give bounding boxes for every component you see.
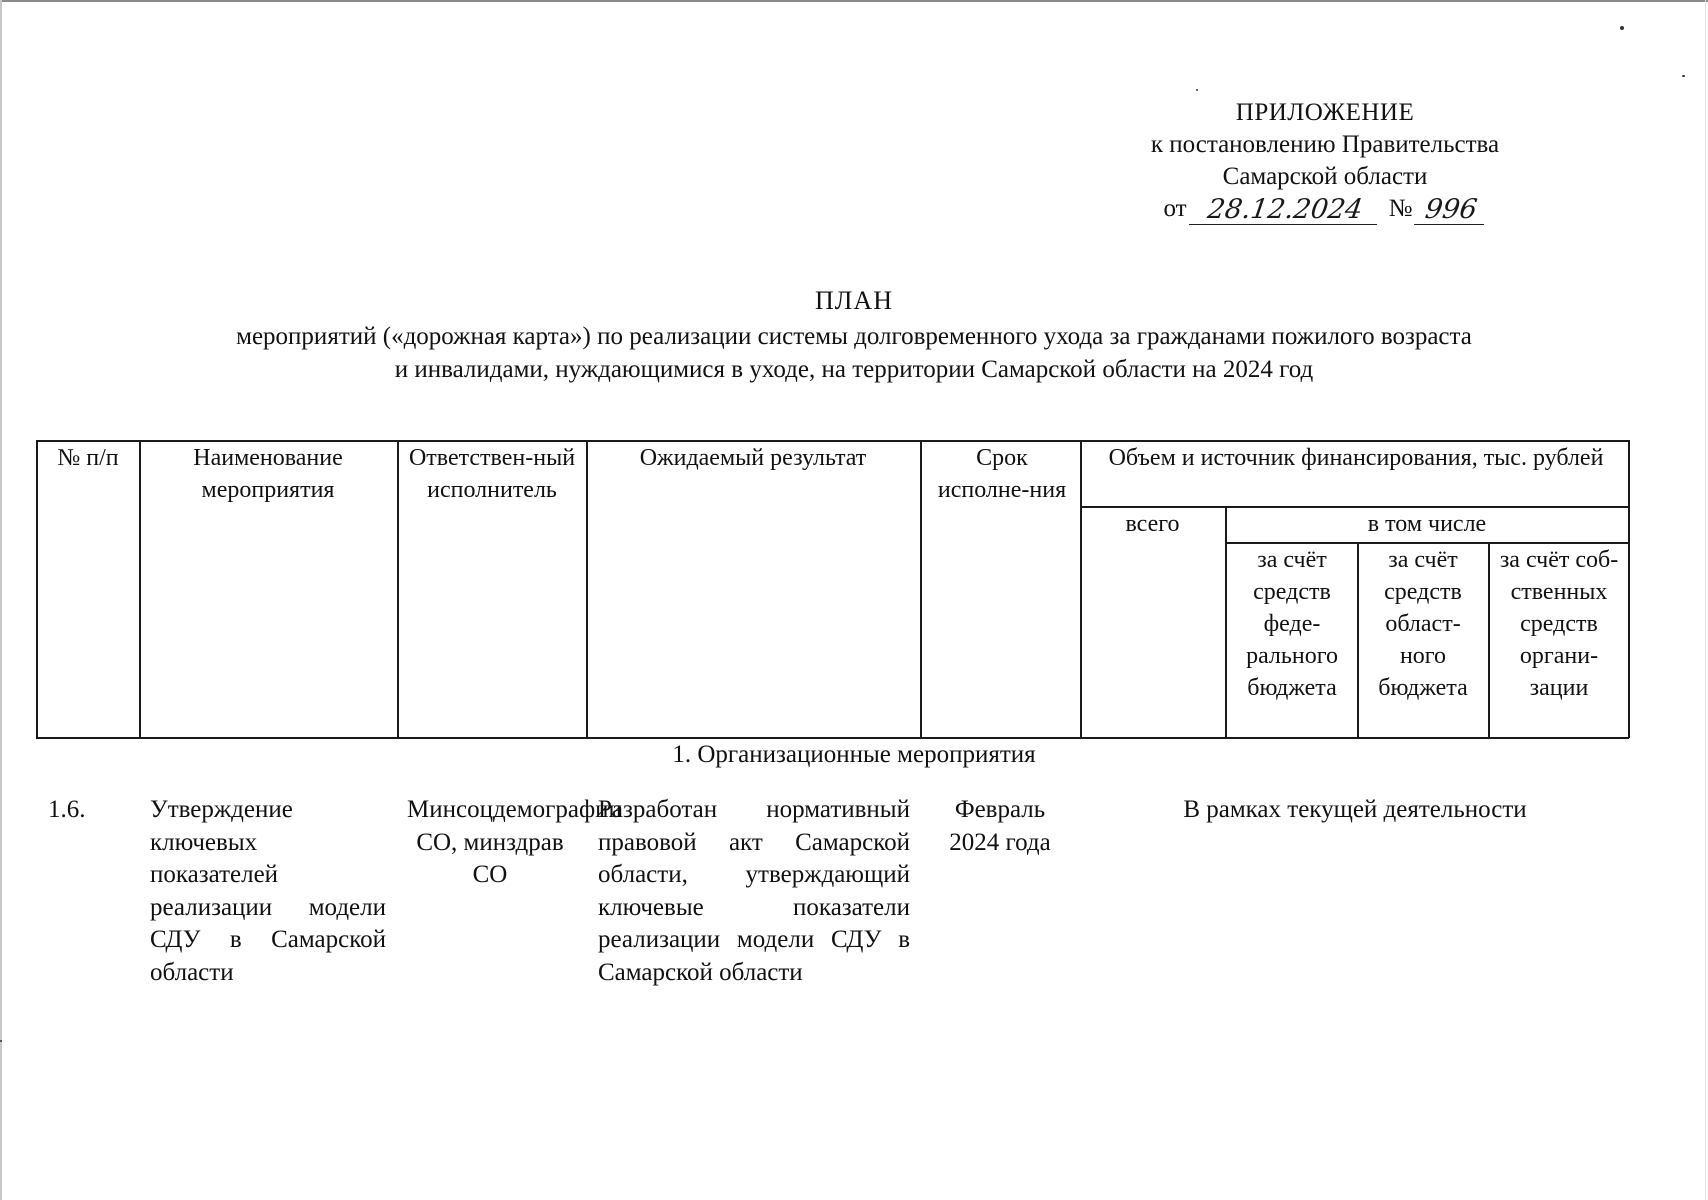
handwritten-number: 996: [1414, 196, 1488, 225]
header-federal: за счёт средств феде-рального бюджета: [1246, 547, 1338, 701]
scan-speck: [1196, 89, 1198, 91]
number-sign: №: [1388, 195, 1413, 222]
header-deadline: Срок исполне-ния: [937, 445, 1067, 503]
table-col-rule: [1225, 506, 1227, 738]
appendix-block: [1075, 97, 1575, 225]
plan-subtitle-line2: и инвалидами, нуждающимися в уходе, на территории Самарской области на 2024 год: [394, 356, 1314, 383]
scan-speck: [0, 1040, 2, 1042]
header-num: № п/п: [57, 445, 119, 471]
date-prefix: от: [1163, 195, 1187, 222]
header-name: Наименование мероприятия: [193, 445, 343, 503]
header-total: всего: [1125, 511, 1180, 537]
row-deadline: Февраль 2024 года: [949, 796, 1051, 856]
scan-speck: [1620, 26, 1624, 30]
plan-subtitle: [120, 320, 1588, 386]
header-including: в том числе: [1367, 511, 1487, 537]
handwritten-date: 28.12.2024: [1189, 196, 1381, 225]
scan-right-edge: [1705, 0, 1706, 1200]
appendix-title: ПРИЛОЖЕНИЕ: [1235, 99, 1415, 126]
scan-speck: [1682, 75, 1685, 77]
section-title: 1. Организационные мероприятия: [672, 741, 1036, 768]
row-name: Утверждение ключевых показателей реализации модели СДУ в Самарской области: [150, 796, 386, 986]
row-funding: В рамках текущей деятельности: [1183, 796, 1527, 823]
table-col-rule: [1080, 440, 1082, 738]
plan-subtitle-line1: мероприятий («дорожная карта») по реализации системы долговременного ухода за гражданами пожилого возраста: [236, 323, 1472, 350]
table-col-rule: [397, 440, 399, 738]
header-responsible: Ответствен-ный исполнитель: [408, 445, 576, 503]
appendix-dateline: [1075, 193, 1575, 225]
row-result: Разработан нормативный правовой акт Самарской области, утверждающий ключевые показатели реализации модели СДУ в Самарской области: [598, 796, 910, 986]
header-table: [36, 440, 1629, 737]
appendix-line2: Самарской области: [1222, 163, 1428, 190]
appendix-line1: к постановлению Правительства: [1150, 131, 1500, 158]
table-col-rule: [586, 440, 588, 738]
header-regional: за счёт средств област-ного бюджета: [1378, 547, 1468, 701]
scan-left-edge: [0, 0, 2, 1200]
table-col-rule: [920, 440, 922, 738]
table-col-rule: [139, 440, 141, 738]
scan-top-edge: [0, 0, 1708, 2]
table-border-right: [1628, 440, 1630, 738]
table-border-bottom: [36, 737, 1629, 739]
header-funding: Объем и источник финансирования, тыс. рублей: [1108, 445, 1604, 471]
plan-title: ПЛАН: [815, 286, 893, 315]
row-responsible: Минсоцдемографии СО, минздрав СО: [407, 796, 622, 888]
table-col-rule: [1357, 542, 1359, 738]
table-col-rule: [1488, 542, 1490, 738]
row-num: 1.6.: [48, 796, 86, 823]
table-border-left: [36, 440, 38, 738]
header-result: Ожидаемый результат: [639, 445, 867, 471]
header-own: за счёт соб-ственных средств органи-зации: [1499, 547, 1619, 701]
